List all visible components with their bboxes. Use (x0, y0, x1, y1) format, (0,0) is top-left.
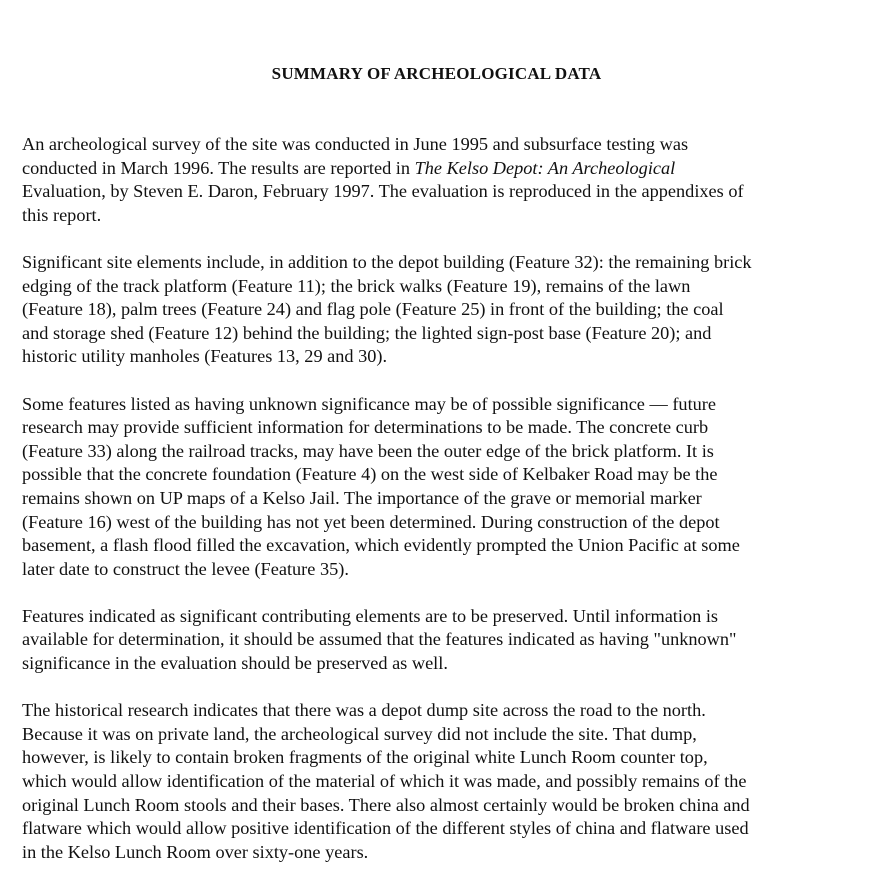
report-title-italic: The Kelso Depot: An Archeological (414, 157, 676, 178)
text-line: Significant site elements include, in addition to the depot building (Feature 32): the remaining brick (22, 251, 752, 272)
text-line: later date to construct the levee (Feature 35). (22, 558, 349, 579)
text-line: Features indicated as significant contributing elements are to be preserved. Until information is (22, 605, 719, 626)
text-line: possible that the concrete foundation (Feature 4) on the west side of Kelbaker Road may be the (22, 464, 718, 485)
text-line: and storage shed (Feature 12) behind the building; the lighted sign-post base (Feature 20); and (22, 322, 712, 343)
text-line: available for determination, it should be assumed that the features indicated as having "unknown" (22, 629, 737, 650)
text-line: which would allow identification of the material of which it was made, and possibly remains of the (22, 771, 747, 792)
document-title: SUMMARY OF ARCHEOLOGICAL DATA (271, 64, 602, 83)
paragraph-survey (22, 133, 852, 227)
text-line: edging of the track platform (Feature 11); the brick walks (Feature 19), remains of the lawn (22, 275, 691, 296)
text-line: flatware which would allow positive identification of the different styles of china and flatware used (22, 818, 749, 839)
text-line: The historical research indicates that there was a depot dump site across the road to the north. (22, 700, 706, 721)
document-body (22, 133, 852, 888)
text-line-with-italic-title: conducted in March 1996. The results are reported in The Kelso Depot: An Archeological (22, 157, 676, 178)
text-line: this report. (22, 204, 102, 225)
text-line: remains shown on UP maps of a Kelso Jail. The importance of the grave or memorial marker (22, 487, 702, 508)
text-line: (Feature 33) along the railroad tracks, may have been the outer edge of the brick platform. It is (22, 440, 714, 461)
text-line: in the Kelso Lunch Room over sixty-one years. (22, 841, 369, 862)
text-line: however, is likely to contain broken fragments of the original white Lunch Room counter top, (22, 747, 708, 768)
text-line: significance in the evaluation should be preserved as well. (22, 653, 448, 674)
text-line: An archeological survey of the site was conducted in June 1995 and subsurface testing was (22, 134, 689, 154)
text-line: Because it was on private land, the archeological survey did not include the site. That dump, (22, 723, 697, 744)
text-line: basement, a flash flood filled the excavation, which evidently prompted the Union Pacific at some (22, 535, 740, 556)
text-line: (Feature 16) west of the building has not yet been determined. During construction of the depot (22, 511, 720, 532)
paragraph-significant-elements (22, 251, 852, 369)
text-line: historic utility manholes (Features 13, 29 and 30). (22, 346, 388, 367)
text-line: research may provide sufficient information for determinations to be made. The concrete curb (22, 417, 709, 438)
paragraph-dump-site (22, 699, 852, 864)
text-line: Some features listed as having unknown significance may be of possible significance — future (22, 393, 716, 414)
paragraph-preservation (22, 605, 852, 676)
text-line: (Feature 18), palm trees (Feature 24) and flag pole (Feature 25) in front of the building; the coal (22, 299, 724, 320)
text-line: original Lunch Room stools and their bases. There also almost certainly would be broken china and (22, 794, 750, 815)
text-line: Evaluation, by Steven E. Daron, February 1997. The evaluation is reproduced in the appendixes of (22, 181, 744, 202)
paragraph-unknown-significance (22, 393, 852, 582)
